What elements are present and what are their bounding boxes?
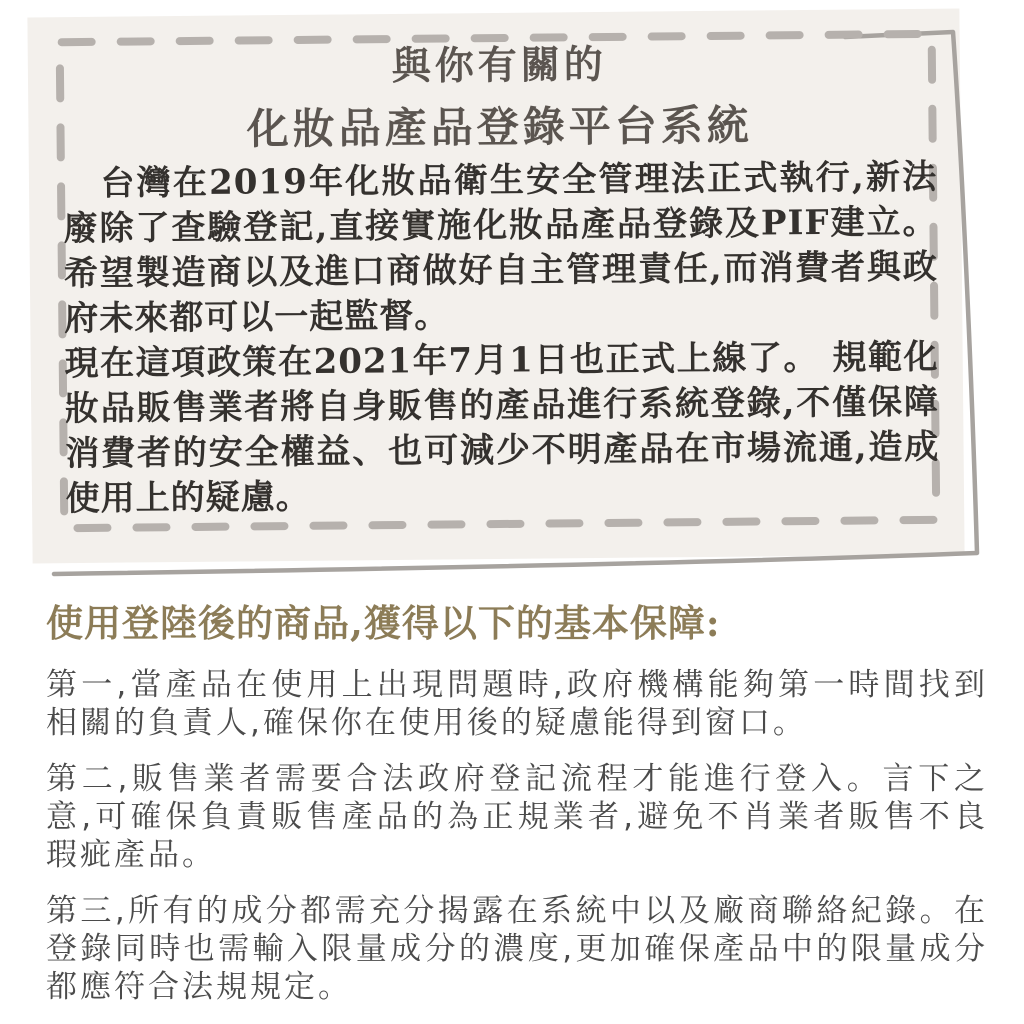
benefits-heading: 使用登陸後的商品,獲得以下的基本保障: [46,601,721,645]
card-title: 與你有關的 [391,42,607,90]
benefits-section [46,598,988,1006]
card-paragraph-1: 台灣在2019年化妝品衛生安全管理法正式執行,新法廢除了查驗登記,直接實施化妝品產品登錄及PIF建立。希望製造商以及進口商做好自主管理責任,而消費者與政府未來都可以一起監督。 [63,157,939,339]
benefit-item-1: 第一,當產品在使用上出現問題時,政府機構能夠第一時間找到相關的負責人,確保你在使用後的疑慮能得到窗口。 [46,667,988,741]
benefit-item-3: 第三,所有的成分都需充分揭露在系統中以及廠商聯絡紀錄。在登錄同時也需輸入限量成分的濃度,更加確保產品中的限量成分都應符合法規規定。 [46,893,988,1005]
card-subtitle: 化妝品產品登錄平台系統 [246,100,753,154]
notice-card [62,27,940,522]
benefit-item-2: 第二,販售業者需要合法政府登記流程才能進行登入。言下之意,可確保負責販售產品的為正規業者,避免不肖業者販售不良瑕疵產品。 [46,761,988,873]
card-paragraph-2: 現在這項政策在2021年7月1日也正式上線了。 規範化妝品販售業者將自身販售的產品進行系統登錄,不僅保障消費者的安全權益、也可減少不明產品在市場流通,造成使用上的疑慮。 [64,337,940,519]
